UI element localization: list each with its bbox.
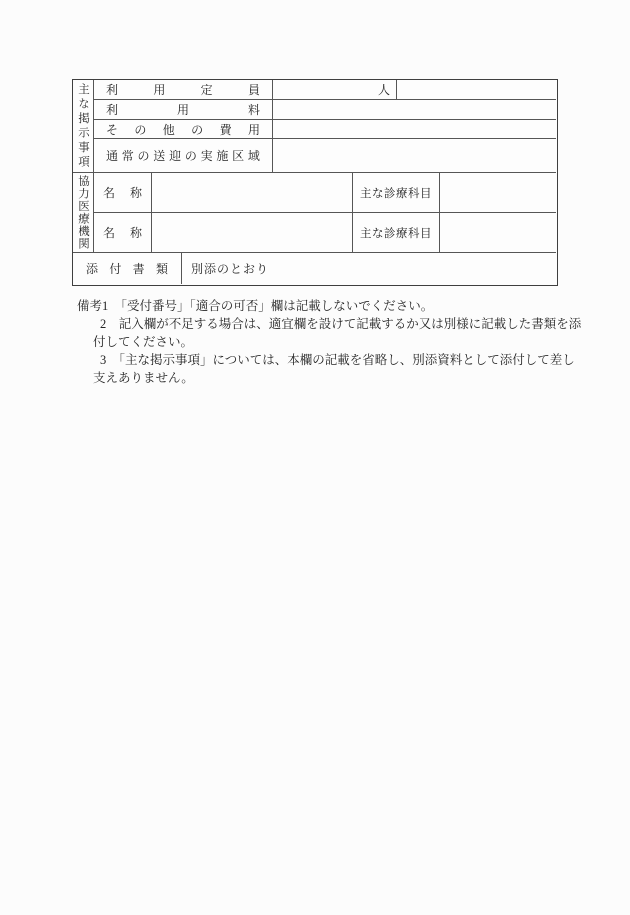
remarks-block [77, 297, 582, 387]
institution1-dept-label [353, 173, 440, 213]
capacity-extra-cell [397, 80, 556, 100]
institution2-name-value-cell [152, 213, 353, 253]
section-header-medical-institution [73, 173, 94, 253]
other-costs-value-cell [273, 120, 556, 139]
remark-3-continued: 支えありません。 [93, 371, 194, 385]
attached-documents-label-text: 添 付 書 類 [86, 262, 168, 276]
section-header-main-display-items [73, 80, 94, 173]
institution1-name-label [94, 173, 152, 213]
capacity-unit-label: 人 [377, 83, 390, 97]
form-table [72, 79, 558, 286]
row-label-capacity [94, 80, 273, 100]
row-label-other-costs [94, 120, 273, 139]
row-label-capacity-text: 利 用 定 員 [106, 83, 260, 97]
section-header-medical-institution-label: 協力医療機関 [77, 175, 89, 250]
attached-documents-label [73, 253, 182, 284]
remark-2: 2 記入欄が不足する場合は、適宜欄を設けて記載するか又は別様に記載した書類を添 [100, 317, 582, 331]
remark-3: 3 「主な掲示事項」については、本欄の記載を省略し、別添資料として添付して差し [100, 353, 575, 367]
attached-documents-value-text: 別添のとおり [191, 262, 270, 276]
institution1-dept-label-text: 主な診療科目 [360, 187, 432, 200]
row-label-other-costs-text: そ の 他 の 費 用 [106, 122, 260, 137]
institution2-dept-value-cell [440, 213, 556, 253]
institution2-name-label [94, 213, 152, 253]
institution2-dept-label-text: 主な診療科目 [360, 227, 432, 240]
institution1-name-label-text: 名 称 [103, 186, 142, 200]
row-label-usage-fee [94, 100, 273, 120]
section-header-main-display-items-label: 主な掲示事項 [77, 82, 89, 170]
attached-documents-value [182, 253, 556, 284]
institution1-dept-value-cell [440, 173, 556, 213]
row-label-pickup-area-text: 通 常 の 送 迎 の 実 施 区 域 [106, 149, 260, 163]
institution1-name-value-cell [152, 173, 353, 213]
capacity-value-cell [273, 80, 397, 100]
remark-2-continued: 付してください。 [93, 335, 194, 349]
usage-fee-value-cell [273, 100, 556, 120]
pickup-area-value-cell [273, 139, 556, 173]
row-label-usage-fee-text: 利 用 料 [106, 103, 260, 117]
institution2-name-label-text: 名 称 [103, 226, 142, 240]
institution2-dept-label [353, 213, 440, 253]
remark-1: 備考1 「受付番号」「適合の可否」欄は記載しないでください。 [77, 299, 434, 313]
row-label-pickup-area [94, 139, 273, 173]
